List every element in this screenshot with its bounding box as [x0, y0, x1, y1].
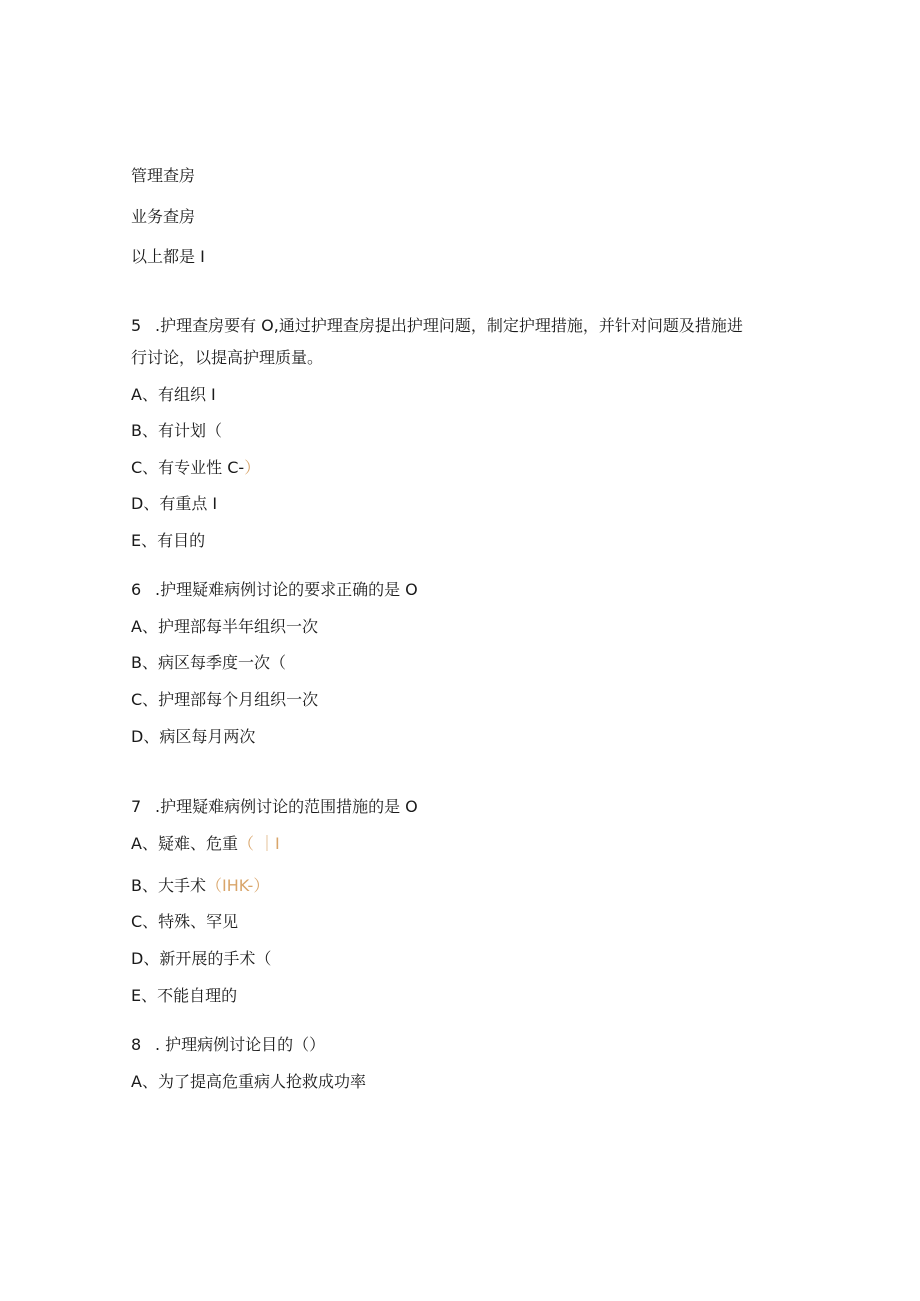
q5-option-e-text: E、有目的	[131, 531, 206, 550]
q5-stem-text: .护理查房要有 O,通过护理查房提出护理问题，制定护理措施，并针对问题及措施进	[155, 316, 743, 335]
q6-option-a: A、护理部每半年组织一次	[131, 617, 318, 636]
q6-option-c: C、护理部每个月组织一次	[131, 690, 319, 709]
q5-option-c-mark: ）	[244, 458, 261, 477]
q7-option-b-mark: （IHK-）	[205, 876, 270, 895]
q5-option-b	[131, 421, 222, 441]
q6-stem	[131, 580, 418, 600]
q6-option-b: B、病区每季度一次（	[131, 653, 286, 672]
q6-number: 6	[131, 580, 142, 599]
q5-option-d	[131, 494, 217, 514]
q6-stem-text: .护理疑难病例讨论的要求正确的是 O	[155, 580, 418, 599]
q8-stem	[131, 1035, 325, 1055]
q7-option-d	[131, 949, 271, 969]
q7-option-b-text: B、大手术	[131, 876, 206, 895]
q5-option-a-text: A、有组织 I	[131, 385, 216, 404]
q5-option-a	[131, 385, 216, 405]
q7-option-b	[131, 876, 269, 896]
q8-stem-text: . 护理病例讨论目的（）	[155, 1035, 326, 1054]
q5-option-d-text: D、有重点 I	[131, 494, 218, 513]
prev-option-1: 管理查房	[131, 166, 196, 185]
prev-option-2: 业务查房	[131, 207, 196, 226]
q7-option-d-text: D、新开展的手术（	[131, 949, 272, 968]
q7-number: 7	[131, 797, 142, 816]
q7-option-c	[131, 912, 238, 932]
q5-stem-line2: 行讨论，以提高护理质量。	[131, 348, 324, 367]
q5-number: 5	[131, 316, 142, 335]
q7-stem-text: .护理疑难病例讨论的范围措施的是 O	[155, 797, 418, 816]
q7-option-a-mark: （ ｜I	[237, 834, 280, 853]
q5-option-c-text: C、有专业性 C-	[131, 458, 245, 477]
q7-option-e	[131, 986, 237, 1006]
q8-option-a: A、为了提高危重病人抢救成功率	[131, 1072, 366, 1091]
q7-stem	[131, 797, 418, 817]
q5-option-b-text: B、有计划（	[131, 421, 222, 440]
q5-option-e	[131, 531, 205, 551]
q7-option-a	[131, 834, 280, 854]
q7-option-a-text: A、疑难、危重	[131, 834, 238, 853]
q5-stem-line1	[131, 316, 743, 336]
q5-option-c	[131, 458, 260, 478]
q7-option-c-text: C、特殊、罕见	[131, 912, 239, 931]
q7-option-e-text: E、不能自理的	[131, 986, 238, 1005]
prev-option-3: 以上都是 I	[131, 247, 205, 266]
q8-number: 8	[131, 1035, 142, 1054]
q6-option-d: D、病区每月两次	[131, 727, 256, 746]
